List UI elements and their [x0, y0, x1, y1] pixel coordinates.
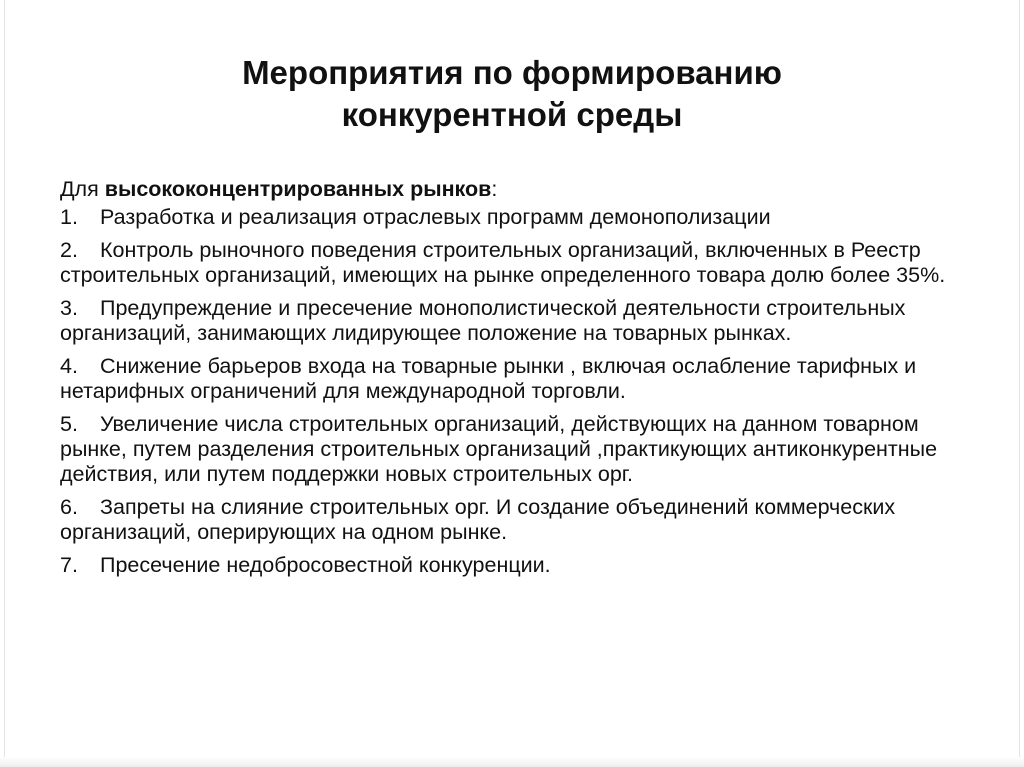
list-item-text: Увеличение числа строительных организаций, действующих на данном товарном рынке, путем разделения строительных организаций ,практикующих антиконкурентные действия, или путем поддержки новых строительных орг.: [60, 412, 938, 486]
slide-title-line-2: конкурентной среды: [341, 96, 683, 133]
slide-title: [0, 52, 1024, 136]
slide-bottom-shadow: [0, 757, 1024, 767]
slide-body: [60, 177, 990, 586]
slide-title-line-1: Мероприятия по формированию: [242, 54, 782, 91]
list-item: [60, 412, 990, 487]
list-item-text: Разработка и реализация отраслевых программ демонополизации: [100, 205, 771, 229]
measures-list: [60, 205, 990, 578]
intro-prefix: Для: [60, 177, 105, 201]
list-item-text: Пресечение недобросовестной конкуренции.: [100, 553, 551, 577]
list-item-text: Запреты на слияние строительных орг. И создание объединений коммерческих организаций, оперирующих на одном рынке.: [60, 495, 896, 544]
list-item: [60, 238, 990, 288]
list-item-number: 7.: [60, 553, 78, 577]
list-item-text: Контроль рыночного поведения строительных организаций, включенных в Реестр строительных организаций, имеющих на рынке определенного товара долю более 35%.: [60, 238, 946, 287]
list-item: [60, 354, 990, 404]
list-item-number: 3.: [60, 296, 78, 320]
list-item: [60, 205, 990, 230]
list-item-text: Предупреждение и пресечение монополистической деятельности строительных организаций, занимающих лидирующее положение на товарных рынках.: [60, 296, 906, 345]
list-item-number: 5.: [60, 412, 78, 436]
list-item: [60, 296, 990, 346]
list-item-text: Снижение барьеров входа на товарные рынки , включая ослабление тарифных и нетарифных ограничений для международной торговли.: [60, 354, 917, 403]
list-item-number: 1.: [60, 205, 78, 229]
list-item-number: 2.: [60, 238, 78, 262]
intro-line: [60, 177, 990, 202]
intro-suffix: :: [491, 177, 498, 201]
list-item: [60, 553, 990, 578]
list-item-number: 4.: [60, 354, 78, 378]
list-item: [60, 495, 990, 545]
intro-bold: высококонцентрированных рынков: [104, 177, 492, 201]
list-item-number: 6.: [60, 495, 78, 519]
